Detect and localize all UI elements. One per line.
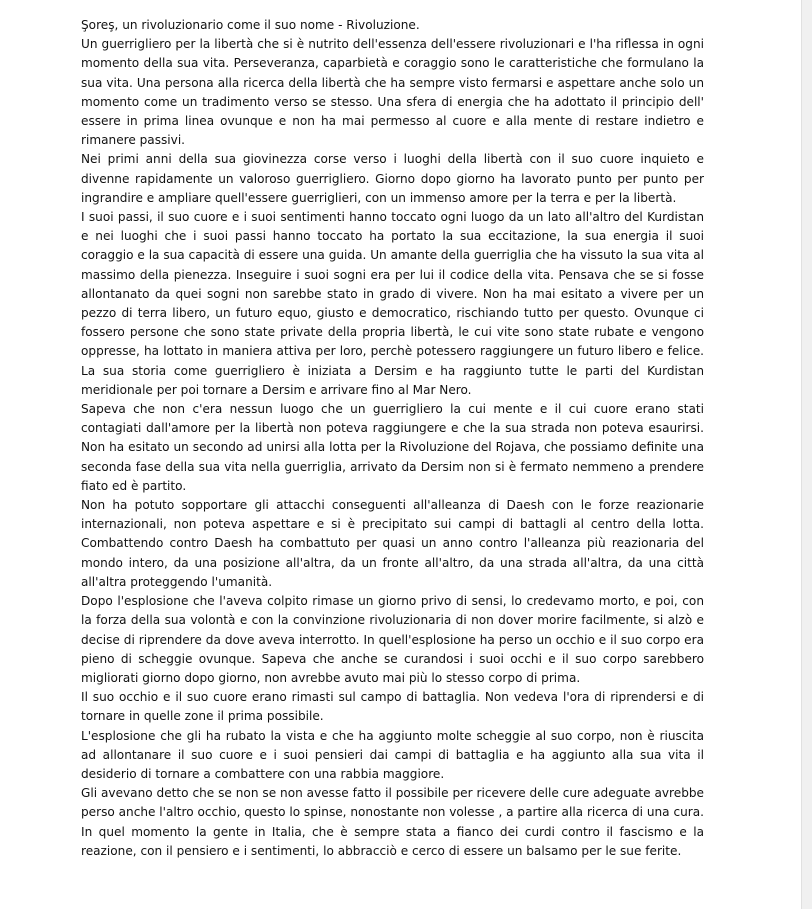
paragraph: L'esplosione che gli ha rubato la vista e che ha aggiunto molte scheggie al suo corpo, non è riuscita ad allontanare il suo cuore e i suoi pensieri dai campi di battaglia e ha aggiunto alla sua vita il desiderio di tornare a combattere con una rabbia maggiore. — [81, 728, 704, 781]
paragraph: Nei primi anni della sua giovinezza corse verso i luoghi della libertà con il suo cuore inquieto e divenne rapidamente un valoroso guerrigliero. Giorno dopo giorno ha lavorato punto per punto per ingrandire e ampliare quell'essere guerriglieri, con un immenso amore per la terra e per la libertà. — [81, 152, 704, 205]
paragraph: In quel momento la gente in Italia, che è sempre stata a fianco dei curdi contro il fascismo e la reazione, con il pensiero e i sentimenti, lo abbracciò e cerco di essere un balsamo per le sue ferite. — [81, 824, 704, 858]
document-title: Şoreş, un rivoluzionario come il suo nome - Rivoluzione. — [81, 18, 420, 32]
paragraph: Sapeva che non c'era nessun luogo che un guerrigliero la cui mente e il cui cuore erano stati contagiati dall'amore per la libertà non poteva raggiungere e che la sua strada non poteva esaurirsi. Non ha esitato un secondo ad unirsi alla lotta per la Rivoluzione del Rojava, che possiamo definite una seconda fase della sua vita nella guerriglia, arrivato da Dersim non si è fermato nemmeno a prendere fiato ed è partito. — [81, 402, 704, 493]
scrollbar-track[interactable] — [801, 0, 812, 909]
document-page — [81, 16, 704, 861]
paragraph: Un guerrigliero per la libertà che si è nutrito dell'essenza dell'essere rivoluzionari e l'ha riflessa in ogni momento della sua vita. Perseveranza, caparbietà e coraggio sono le caratteristiche che formulano la sua vita. Una persona alla ricerca della libertà che ha sempre visto fermarsi e aspettare anche solo un momento come un tradimento verso se stesso. Una sfera di energia che ha adottato il principio dell' essere in prima linea ovunque e non ha mai permesso al cuore e alla mente di restare indietro e rimanere passivi. — [81, 37, 704, 148]
paragraph: Il suo occhio e il suo cuore erano rimasti sul campo di battaglia. Non vedeva l'ora di riprendersi e di tornare in quelle zone il prima possibile. — [81, 690, 704, 724]
paragraph: Non ha potuto sopportare gli attacchi conseguenti all'alleanza di Daesh con le forze reazionarie internazionali, non poteva aspettare e si è precipitato sui campi di battagli al centro della lotta. Combattendo contro Daesh ha combattuto per quasi un anno contro l'alleanza più reazionaria del mondo intero, da una posizione all'altra, da un fronte all'altro, da una strada all'altra, da una città all'altra proteggendo l'umanità. — [81, 498, 704, 589]
paragraph: I suoi passi, il suo cuore e i suoi sentimenti hanno toccato ogni luogo da un lato all'altro del Kurdistan e nei luoghi che i suoi passi hanno toccato ha portato la sua eccitazione, la sua energia il suoi coraggio e la sua capacità di essere una guida. Un amante della guerriglia che ha vissuto la sua vita al massimo della pienezza. Inseguire i suoi sogni era per lui il codice della vita. Pensava che se si fosse allontanato da quei sogni non sarebbe stato in grado di vivere. Non ha mai esitato a vivere per un pezzo di terra libero, un futuro equo, giusto e democratico, rischiando tutto per questo. Ovunque ci fossero persone che sono state private della propria libertà, le cui vite sono state rubate e vengono oppresse, ha lottato in maniera attiva per loro, perchè potessero raggiungere un futuro libero e felice. La sua storia come guerrigliero è iniziata a Dersim e ha raggiunto tutte le parti del Kurdistan meridionale per poi tornare a Dersim e arrivare fino al Mar Nero. — [81, 210, 704, 397]
paragraph: Dopo l'esplosione che l'aveva colpito rimase un giorno privo di sensi, lo credevamo morto, e poi, con la forza della sua volontà e con la convinzione rivoluzionaria di non dover morire facilmente, si alzò e decise di riprendere da dove aveva interrotto. In quell'esplosione ha perso un occhio e il suo corpo era pieno di scheggie ovunque. Sapeva che anche se curandosi i suoi occhi e il suo corpo sarebbero migliorati giorno dopo giorno, non avrebbe avuto mai più lo stesso corpo di prima. — [81, 594, 704, 685]
paragraph: Gli avevano detto che se non se non avesse fatto il possibile per ricevere delle cure adeguate avrebbe perso anche l'altro occhio, questo lo spinse, nonostante non volesse , a partire alla ricerca di una cura. — [81, 786, 704, 820]
